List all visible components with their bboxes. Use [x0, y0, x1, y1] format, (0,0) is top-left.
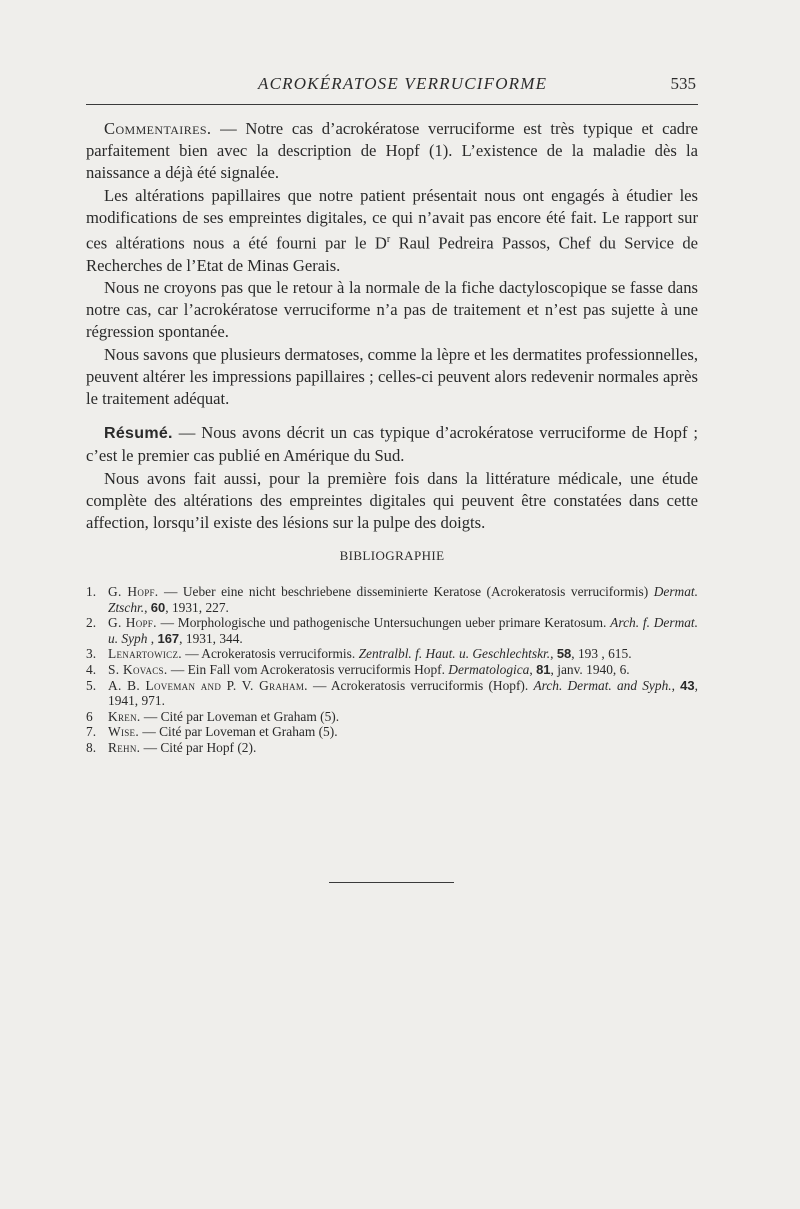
bibliography-entry	[86, 678, 698, 709]
entry-number: 2.	[86, 615, 97, 631]
dermatoses-text: Nous savons que plusieurs dermatoses, comme la lèpre et les dermatites professionnelles, peuvent altérer les impressions papillaires ; celles-ci peuvent alors redevenir normales après le traitement adéquat.	[86, 344, 698, 408]
running-title: ACROKÉRATOSE VERRUCIFORME	[258, 74, 548, 93]
alterations-text-a: Les altérations papillaires que notre patient présentait nous ont engagés à étudier les modifications de ses empreintes digitales, ce qui n’avait pas encore été fait. Le rapport sur ces altérations nous a été fourni par le D	[86, 185, 698, 253]
commentaires-text: — Notre cas d’acrokératose verruciforme est très typique et cadre parfaitement bien avec la description de Hopf (1). L’existence de la maladie dès la naissance a déjà été signalée.	[86, 119, 698, 183]
entry-journal: Arch. f. Dermat. u. Syph	[108, 615, 699, 646]
entry-volume: 58	[556, 646, 572, 662]
entry-number: 8.	[86, 739, 97, 755]
entry-separator: ,	[144, 599, 151, 615]
bibliography-title: BIBLIOGRAPHIE	[339, 548, 445, 563]
bibliography-entry	[86, 584, 698, 615]
entry-volume: 60	[150, 599, 166, 615]
entry-rest: , 1931, 227.	[165, 599, 229, 615]
bibliography-list	[86, 584, 698, 756]
resume-text: — Nous avons décrit un cas typique d’acrokératose verruciforme de Hopf ; c’est le premier cas publié en Amérique du Sud.	[86, 423, 698, 466]
entry-author: A. B. Loveman and P. V. Graham.	[108, 677, 308, 693]
entry-volume: 167	[157, 630, 180, 646]
etude-text: Nous avons fait aussi, pour la première fois dans la littérature médicale, une étude complète des altérations des empreintes digitales qui peuvent être constatées dans cette affection, lorsqu’il existe des lésions sur la pulpe des doigts.	[86, 468, 698, 532]
entry-author: Lenartowicz.	[108, 646, 182, 662]
bibliography-entry	[86, 724, 698, 740]
entry-text: — Morphologische und pathogenische Untersuchungen ueber primare Keratosum.	[156, 615, 611, 631]
bibliography-entry	[86, 662, 698, 678]
entry-number: 7.	[86, 724, 97, 740]
entry-number: 4.	[86, 661, 97, 677]
entry-number: 5.	[86, 677, 97, 693]
entry-text: — Acrokeratosis verruciformis (Hopf).	[307, 677, 534, 693]
entry-author: G. Hopf.	[108, 584, 159, 599]
entry-rest: , 193 , 615.	[571, 646, 632, 662]
paragraph-commentaires	[86, 118, 698, 185]
end-rule	[329, 882, 454, 883]
commentaires-label: Commentaires.	[104, 119, 212, 138]
entry-rest: , janv. 1940, 6.	[550, 661, 630, 677]
paragraph-resume	[86, 422, 698, 467]
entry-journal: Dermat. Ztschr.	[108, 584, 698, 615]
entry-number: 1.	[86, 584, 97, 599]
body-text	[86, 118, 698, 534]
paragraph-dermatoses	[86, 344, 698, 411]
entry-separator: ,	[147, 630, 158, 646]
bibliography-entry	[86, 615, 698, 646]
resume-label: Résumé.	[104, 425, 173, 443]
doctor-superscript: r	[386, 234, 391, 246]
entry-journal: Dermatologica	[448, 661, 530, 677]
page-header	[86, 74, 698, 100]
entry-separator: ,	[529, 661, 537, 677]
entry-author: Wise.	[108, 724, 139, 740]
page-number: 535	[670, 74, 696, 93]
header-rule	[86, 104, 698, 105]
bibliography-entry	[86, 740, 698, 756]
entry-author: Rehn.	[108, 739, 141, 755]
entry-journal: Zentralbl. f. Haut. u. Geschlechtskr.	[358, 646, 551, 662]
entry-text: — Cité par Loveman et Graham (5).	[139, 724, 338, 740]
entry-text: — Acrokeratosis verruciformis.	[181, 646, 359, 662]
entry-separator: ,	[671, 677, 681, 693]
entry-text: — Cité par Hopf (2).	[140, 739, 257, 755]
alterations-text-b: Raul Pedreira Passos, Chef du Service de Recherches de l’Etat de Minas Gerais.	[86, 233, 699, 275]
retour-text: Nous ne croyons pas que le retour à la normale de la fiche dactyloscopique se fasse dans notre cas, car l’acrokératose verruciforme n’a pas de traitement et n’est pas sujette à une régression spontanée.	[86, 277, 698, 342]
paragraph-retour	[86, 277, 698, 344]
entry-rest: , 1931, 344.	[179, 630, 243, 646]
entry-author: G. Hopf.	[108, 615, 157, 631]
entry-rest: , 1941, 971.	[108, 677, 698, 709]
entry-volume: 43	[680, 677, 695, 693]
entry-separator: ,	[550, 646, 557, 662]
paragraph-alterations	[86, 185, 698, 277]
entry-text: — Ueber eine nicht beschriebene disseminierte Keratose (Acrokeratosis verruciformis)	[158, 584, 654, 599]
entry-number: 3.	[86, 646, 97, 662]
bibliography-entry	[86, 709, 698, 725]
entry-text: — Ein Fall vom Acrokeratosis verruciformis Hopf.	[167, 661, 449, 677]
bibliography-entry	[86, 646, 698, 662]
entry-author: Kren.	[108, 708, 141, 724]
entry-journal: Arch. Dermat. and Syph.	[533, 677, 672, 693]
entry-author: S. Kovacs.	[108, 661, 168, 677]
entry-text: — Cité par Loveman et Graham (5).	[140, 708, 340, 724]
entry-number: 6	[86, 708, 93, 724]
entry-volume: 81	[536, 661, 551, 677]
paragraph-etude	[86, 468, 698, 535]
